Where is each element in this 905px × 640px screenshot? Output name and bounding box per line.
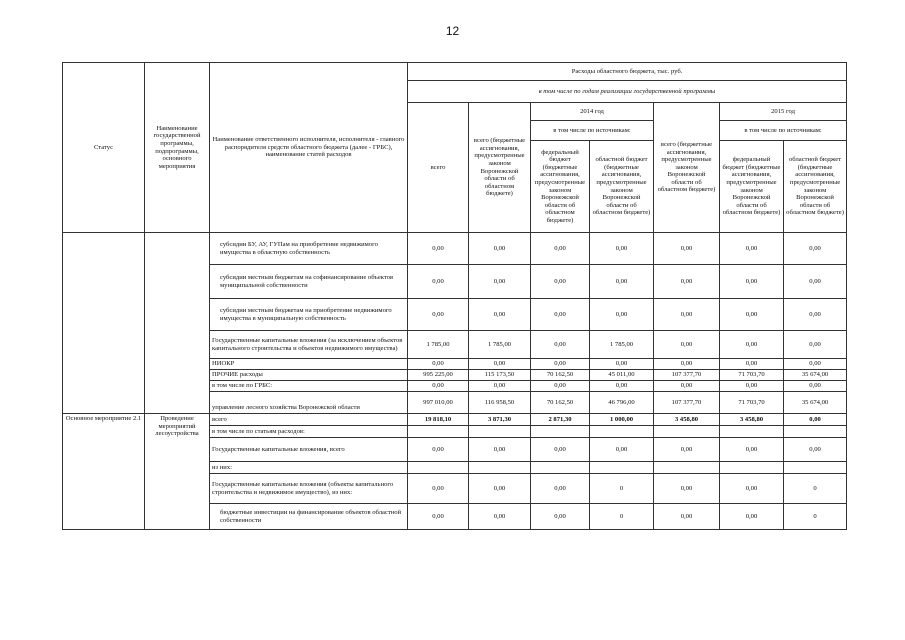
cell-value <box>654 426 720 438</box>
cell-value: 0 <box>590 504 654 530</box>
cell-value: 0,00 <box>469 265 531 299</box>
header-sources-2015: в том числе по источникам: <box>720 121 847 141</box>
header-status: Статус <box>63 63 145 233</box>
cell-value <box>654 462 720 474</box>
cell-value: 1 785,00 <box>408 331 469 359</box>
cell-value: 3 458,80 <box>720 414 784 426</box>
cell-value: 0,00 <box>469 381 531 392</box>
row-label: в том числе по статьям расходов: <box>210 426 408 438</box>
cell-value: 0,00 <box>531 299 590 331</box>
cell-value: 0,00 <box>531 474 590 504</box>
cell-value: 1 785,00 <box>590 331 654 359</box>
cell-value <box>720 462 784 474</box>
header-regional-2015: областной бюджет (бюджетные ассигнования, предусмотренные законом Воронежской области об областном бюджете) <box>784 141 847 233</box>
cell-value: 0,00 <box>531 504 590 530</box>
budget-table <box>62 62 847 530</box>
header-total-assign: всего (бюджетные ассигнования, предусмотренные законом Воронежской области об областном бюджете) <box>469 103 531 233</box>
row-label: субсидии местным бюджетам на софинансирование объектов муниципальной собственности <box>210 265 408 299</box>
cell-value: 0,00 <box>784 233 847 265</box>
cell-value: 0,00 <box>654 359 720 370</box>
cell-value: 0,00 <box>408 233 469 265</box>
cell-value: 0,00 <box>408 265 469 299</box>
cell-value <box>531 426 590 438</box>
row-label: из них: <box>210 462 408 474</box>
header-expenses-title: Расходы областного бюджета, тыс. руб. <box>408 63 847 81</box>
cell-value: 107 377,70 <box>654 370 720 381</box>
cell-value: 3 871,30 <box>469 414 531 426</box>
cell-value <box>408 426 469 438</box>
cell-value: 0,00 <box>531 331 590 359</box>
cell-value: 0,00 <box>531 265 590 299</box>
cell-value <box>590 426 654 438</box>
cell-value: 0,00 <box>590 233 654 265</box>
cell-value: 0,00 <box>531 381 590 392</box>
cell-value: 0,00 <box>531 438 590 462</box>
cell-value: 0,00 <box>720 504 784 530</box>
cell-value: 0,00 <box>590 299 654 331</box>
cell-value: 0,00 <box>720 438 784 462</box>
header-regional-2014: областной бюджет (бюджетные ассигнования, предусмотренные законом Воронежской области об областном бюджете) <box>590 141 654 233</box>
cell-value: 70 162,50 <box>531 392 590 414</box>
header-year-2014: 2014 год <box>531 103 654 121</box>
header-federal-2015: федеральный бюджет (бюджетные ассигнования, предусмотренные законом Воронежской области об областном бюджете) <box>720 141 784 233</box>
cell-value: 0,00 <box>654 299 720 331</box>
header-year-2015: 2015 год <box>720 103 847 121</box>
cell-value: 0,00 <box>784 299 847 331</box>
cell-value: 0,00 <box>590 381 654 392</box>
cell-value: 0,00 <box>531 359 590 370</box>
cell-value: 35 674,00 <box>784 392 847 414</box>
cell-value: 115 173,50 <box>469 370 531 381</box>
cell-value: 0,00 <box>720 381 784 392</box>
header-federal-2014: федеральный бюджет (бюджетные ассигнования, предусмотренные законом Воронежской области об областном бюджете) <box>531 141 590 233</box>
cell-value: 35 674,00 <box>784 370 847 381</box>
cell-value: 1 000,00 <box>590 414 654 426</box>
cell-value: 0,00 <box>469 299 531 331</box>
cell-value <box>408 462 469 474</box>
cell-value: 0,00 <box>469 504 531 530</box>
header-total-2015: всего (бюджетные ассигнования, предусмотренные законом Воронежской области об областном бюджете) <box>654 103 720 233</box>
cell-value: 0,00 <box>654 438 720 462</box>
cell-value: 0,00 <box>408 474 469 504</box>
header-total: всего <box>408 103 469 233</box>
cell-value: 2 871,30 <box>531 414 590 426</box>
cell-value: 0,00 <box>784 414 847 426</box>
cell-value <box>469 426 531 438</box>
cell-value: 46 796,00 <box>590 392 654 414</box>
cell-value: 0,00 <box>408 299 469 331</box>
cell-value: 19 818,10 <box>408 414 469 426</box>
header-by-years: в том числе по годам реализации государственной программы <box>408 81 847 103</box>
cell-value: 0,00 <box>784 381 847 392</box>
cell-value: 0,00 <box>654 265 720 299</box>
row-label: НИОКР <box>210 359 408 370</box>
cell-value: 0,00 <box>654 504 720 530</box>
cell-value: 0,00 <box>408 359 469 370</box>
cell-value: 0 <box>784 474 847 504</box>
activity-name: Проведение мероприятий лесоустройства <box>145 414 210 530</box>
row-label: ПРОЧИЕ расходы <box>210 370 408 381</box>
cell-value: 1 785,00 <box>469 331 531 359</box>
row-label: бюджетные инвестиции на финансирование объектов областной собственности <box>210 504 408 530</box>
cell-value: 45 011,00 <box>590 370 654 381</box>
cell-value: 0 <box>590 474 654 504</box>
cell-value: 0,00 <box>784 331 847 359</box>
cell-value: 0,00 <box>408 381 469 392</box>
cell-value <box>720 426 784 438</box>
cell-value: 0,00 <box>590 265 654 299</box>
cell-value: 0,00 <box>408 504 469 530</box>
status-cell-empty <box>63 233 145 414</box>
cell-value: 107 377,70 <box>654 392 720 414</box>
cell-value <box>784 462 847 474</box>
cell-value <box>590 462 654 474</box>
cell-value: 116 958,50 <box>469 392 531 414</box>
cell-value: 0,00 <box>784 438 847 462</box>
cell-value: 0,00 <box>784 265 847 299</box>
header-sources-2014: в том числе по источникам: <box>531 121 654 141</box>
row-label: управление лесного хозяйства Воронежской области <box>210 392 408 414</box>
row-label: Государственные капитальные вложения (объекты капитального строительства и недвижимое имущество), из них: <box>210 474 408 504</box>
cell-value: 3 458,80 <box>654 414 720 426</box>
row-label: субсидии местным бюджетам на приобретение недвижимого имущества в муниципальную собственность <box>210 299 408 331</box>
cell-value: 0,00 <box>590 438 654 462</box>
cell-value: 0,00 <box>654 474 720 504</box>
cell-value: 0,00 <box>654 331 720 359</box>
page-number: 12 <box>445 24 460 38</box>
cell-value: 0,00 <box>590 359 654 370</box>
cell-value <box>784 426 847 438</box>
cell-value: 0,00 <box>469 474 531 504</box>
cell-value: 0,00 <box>720 233 784 265</box>
row-label: Государственные капитальные вложения (за исключением объектов капитального строительства и объектов недвижимого имущества) <box>210 331 408 359</box>
cell-value: 0,00 <box>531 233 590 265</box>
cell-value: 0,00 <box>469 359 531 370</box>
row-label: Государственные капитальные вложения, всего <box>210 438 408 462</box>
cell-value: 0,00 <box>654 381 720 392</box>
cell-value: 997 010,00 <box>408 392 469 414</box>
program-cell-empty <box>145 233 210 414</box>
cell-value: 71 703,70 <box>720 370 784 381</box>
cell-value <box>531 462 590 474</box>
activity-status: Основное мероприятие 2.1 <box>63 414 145 530</box>
cell-value: 0 <box>784 504 847 530</box>
row-label: всего <box>210 414 408 426</box>
cell-value: 0,00 <box>720 299 784 331</box>
row-label: субсидии БУ, АУ, ГУПам на приобретение недвижимого имущества в областную собственность <box>210 233 408 265</box>
cell-value: 0,00 <box>720 474 784 504</box>
header-executor: Наименование ответственного исполнителя, исполнителя - главного распорядителя средств областного бюджета (далее - ГРБС), наименование статей расходов <box>210 63 408 233</box>
cell-value: 0,00 <box>784 359 847 370</box>
cell-value: 0,00 <box>469 233 531 265</box>
cell-value: 0,00 <box>720 265 784 299</box>
row-label: в том числе по ГРБС: <box>210 381 408 392</box>
cell-value: 70 162,50 <box>531 370 590 381</box>
cell-value: 0,00 <box>720 331 784 359</box>
cell-value: 0,00 <box>469 438 531 462</box>
cell-value: 0,00 <box>654 233 720 265</box>
cell-value: 0,00 <box>408 438 469 462</box>
cell-value: 0,00 <box>720 359 784 370</box>
header-program-name: Наименование государственной программы, подпрограммы, основного мероприятия <box>145 63 210 233</box>
cell-value: 71 703,70 <box>720 392 784 414</box>
cell-value <box>469 462 531 474</box>
cell-value: 995 225,00 <box>408 370 469 381</box>
